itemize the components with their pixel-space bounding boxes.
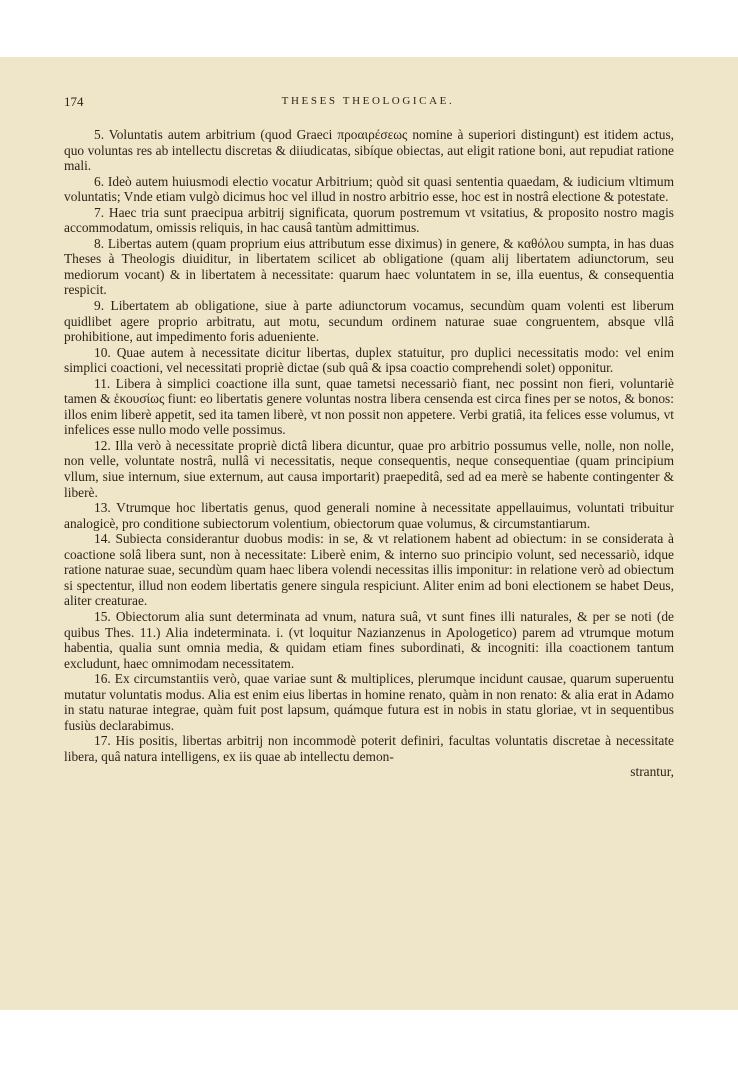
paragraph-13: 13. Vtrumque hoc libertatis genus, quod generali nomine à necessitate appellauimus, voluntati tribuitur analogicè, pro conditione subiectorum volentium, obiectorum quae volumus, & circumstantiarum. (64, 500, 674, 531)
paragraph-6: 6. Ideò autem huiusmodi electio vocatur Arbitrium; quòd sit quasi sententia quaedam, & iudicium vltimum voluntatis; Vnde etiam vulgò dicimus hoc vel illud in nostro arbitrio esse, hoc est in nostrâ electione & potestate. (64, 173, 674, 205)
catchword: strantur, (630, 764, 674, 780)
paragraph-5: 5. Voluntatis autem arbitrium (quod Graeci προαιρέσεως nomine à superiori distingunt) est itidem actus, quo voluntas res ab intellectu discretas & diiudicatas, sibíque obiectas, aut eligit ratione boni, aut repudiat ratione mali. (64, 127, 674, 174)
paragraph-15: 15. Obiectorum alia sunt determinata ad vnum, natura suâ, vt sunt fines illi naturales, & per se noti (de quibus Thes. 11.) Alia indeterminata. i. (vt loquitur Nazianzenus in Apologetico) parem ad vtrumque motum habentia, qualia sunt omnia media, & quidam etiam fines subordinati, & incogniti: illa coactionem tantum excludunt, haec omnimodam necessitatem. (64, 608, 674, 671)
page-header (64, 94, 672, 112)
paragraph-16: 16. Ex circumstantiis verò, quae variae sunt & multiplices, plerumque incidunt causae, quarum superuentu mutatur voluntatis modus. Alia est enim eius libertas in homine renato, quàm in non renato: & alia erat in Adamo in statu naturae integrae, quàm fuit post lapsum, quámque futura est in nobis in statu gloriae, vt in sequentibus fusiùs declarabimus. (64, 671, 674, 733)
paragraph-10: 10. Quae autem à necessitate dicitur libertas, duplex statuitur, pro duplici necessitatis modo: vel enim simplici coactioni, vel necessitati propriè dictae (sub quâ & ipsa coactio comprehendi solet) opponitur. (64, 344, 674, 376)
paragraph-17: 17. His positis, libertas arbitrij non incommodè poterit definiri, facultas voluntatis discretae à necessitate libera, quâ natura intelligens, ex iis quae ab intellectu demon- (64, 733, 674, 764)
paragraph-11: 11. Libera à simplici coactione illa sunt, quae tametsi necessariò fiant, nec possint non fieri, voluntariè tamen & ἑκουσίως fiunt: eo libertatis genere voluntas nostra libera censenda est circa fines per se notos, & bonos: illos enim liberè appetit, sed ita tamen liberè, vt non possit non appetere. Verbi gratiâ, ita felices esse volumus, vt infelices esse nullo modo velle possimus. (64, 375, 674, 438)
paragraph-7: 7. Haec tria sunt praecipua arbitrij significata, quorum postremum vt vsitatius, & proposito nostro magis accommodatum, omissis reliquis, in hac causâ tantùm admittimus. (64, 204, 674, 236)
paragraph-9: 9. Libertatem ab obligatione, siue à parte adiunctorum vocamus, secundùm quam volenti est liberum quidlibet agere proprio arbitratu, aut motu, secundum ordinem naturae suae congruentem, absque vllâ prohibitione, aut impedimento foris adueniente. (64, 298, 674, 345)
paragraph-8: 8. Libertas autem (quam proprium eius attributum esse diximus) in genere, & καθόλου sumpta, in has duas Theses à Theologis diuiditur, in libertatem scilicet ab obligatione (quam alij libertatem adiunctorum, seu mediorum vocant) & in libertatem à necessitate: quarum haec voluntatem in se, illa euentus, & consequentia respicit. (64, 235, 674, 298)
page-number: 174 (64, 94, 84, 109)
running-title: THESES THEOLOGICAE. (281, 95, 455, 107)
paragraph-14: 14. Subiecta considerantur duobus modis: in se, & vt relationem habent ad obiectum: in se considerata à coactione solâ libera sunt, non à necessitate: Liberè enim, & interno suo principio volunt, sed necessariò, idque ratione naturae suae, secundùm quam haec libera volendi necessitas illis imponitur: in relatione verò ad obiectum si spectentur, illud non eodem libertatis genere singula respiciunt. Aliter enim ad boni electionem se habet Deus, aliter creaturae. (64, 531, 674, 609)
book-page (0, 57, 738, 1010)
paragraph-12: 12. Illa verò à necessitate propriè dictâ libera dicuntur, quae pro arbitrio possumus velle, nolle, non nolle, non velle, voluntate nostrâ, nullâ vi necessitatis, neque consequentis, neque consequentiae (quam principium vllum, siue internum, siue externum, aut causa importarit) praepeditâ, sed ad ea merè se habente contingenter & liberè. (64, 437, 674, 500)
text-body (64, 127, 674, 780)
